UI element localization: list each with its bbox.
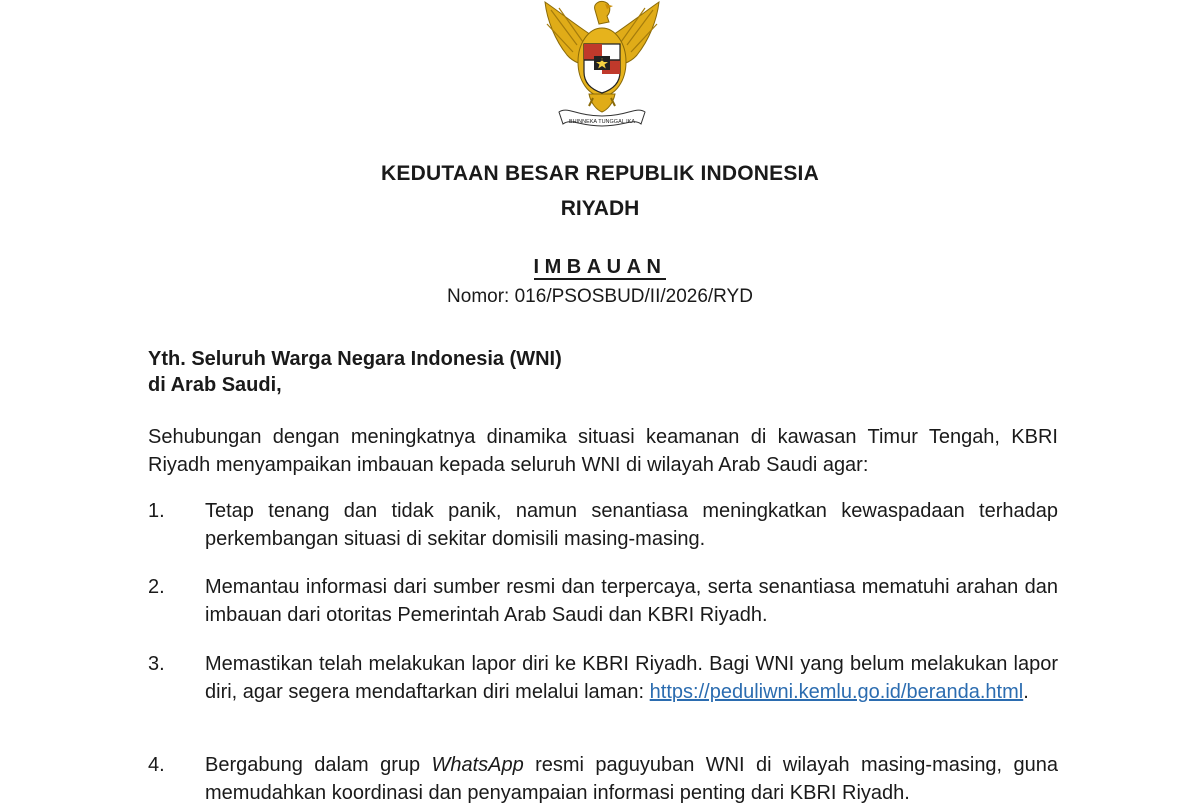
addressee-line-1: Yth. Seluruh Warga Negara Indonesia (WNI) (148, 348, 562, 370)
whatsapp-term: WhatsApp (431, 754, 524, 776)
list-item-number: 4. (148, 754, 165, 776)
list-item-text (205, 751, 1058, 807)
list-item-text-before: Bergabung dalam grup (205, 754, 432, 776)
list-item-number: 2. (148, 576, 165, 598)
list-item-number: 3. (148, 653, 165, 675)
document-type (0, 256, 1200, 279)
list-item-text: Tetap tenang dan tidak panik, namun senantiasa meningkatkan kewaspadaan terhadap perkembangan situasi di sekitar domisili masing-masing. (205, 500, 1058, 550)
garuda-emblem-icon (537, 0, 667, 132)
org-title: KEDUTAAN BESAR REPUBLIK INDONESIA (381, 162, 819, 185)
list-item-text-after: resmi paguyuban WNI di wilayah masing-masing, guna memudahkan koordinasi dan penyampaian informasi penting dari KBRI Riyadh. (205, 754, 1058, 804)
addressee-line-2: di Arab Saudi, (148, 374, 282, 396)
addressee (148, 346, 562, 398)
intro-paragraph: Sehubungan dengan meningkatnya dinamika situasi keamanan di kawasan Timur Tengah, KBRI Riyadh menyampaikan imbauan kepada seluruh WNI di wilayah Arab Saudi agar: (148, 426, 1058, 476)
list-item-text: Memantau informasi dari sumber resmi dan terpercaya, serta senantiasa mematuhi arahan dan imbauan dari otoritas Pemerintah Arab Saudi dan KBRI Riyadh. (205, 576, 1058, 626)
list-item-number: 1. (148, 500, 165, 522)
list-item-text-main: Memastikan telah melakukan lapor diri ke KBRI Riyadh. Bagi WNI yang belum melakukan lapor diri, agar segera mendaftarkan diri melalui laman: (205, 653, 1058, 703)
document-number: Nomor: 016/PSOSBUD/II/2026/RYD (447, 286, 753, 307)
peduliwni-link[interactable]: https://peduliwni.kemlu.go.id/beranda.html (649, 681, 1024, 703)
emblem-motto: BHINNEKA TUNGGAL IKA (568, 119, 636, 125)
org-city: RIYADH (560, 197, 640, 220)
list-item-text (205, 650, 1058, 706)
list-item-text-end: . (1023, 681, 1029, 703)
document-type-label: IMBAUAN (533, 256, 667, 278)
